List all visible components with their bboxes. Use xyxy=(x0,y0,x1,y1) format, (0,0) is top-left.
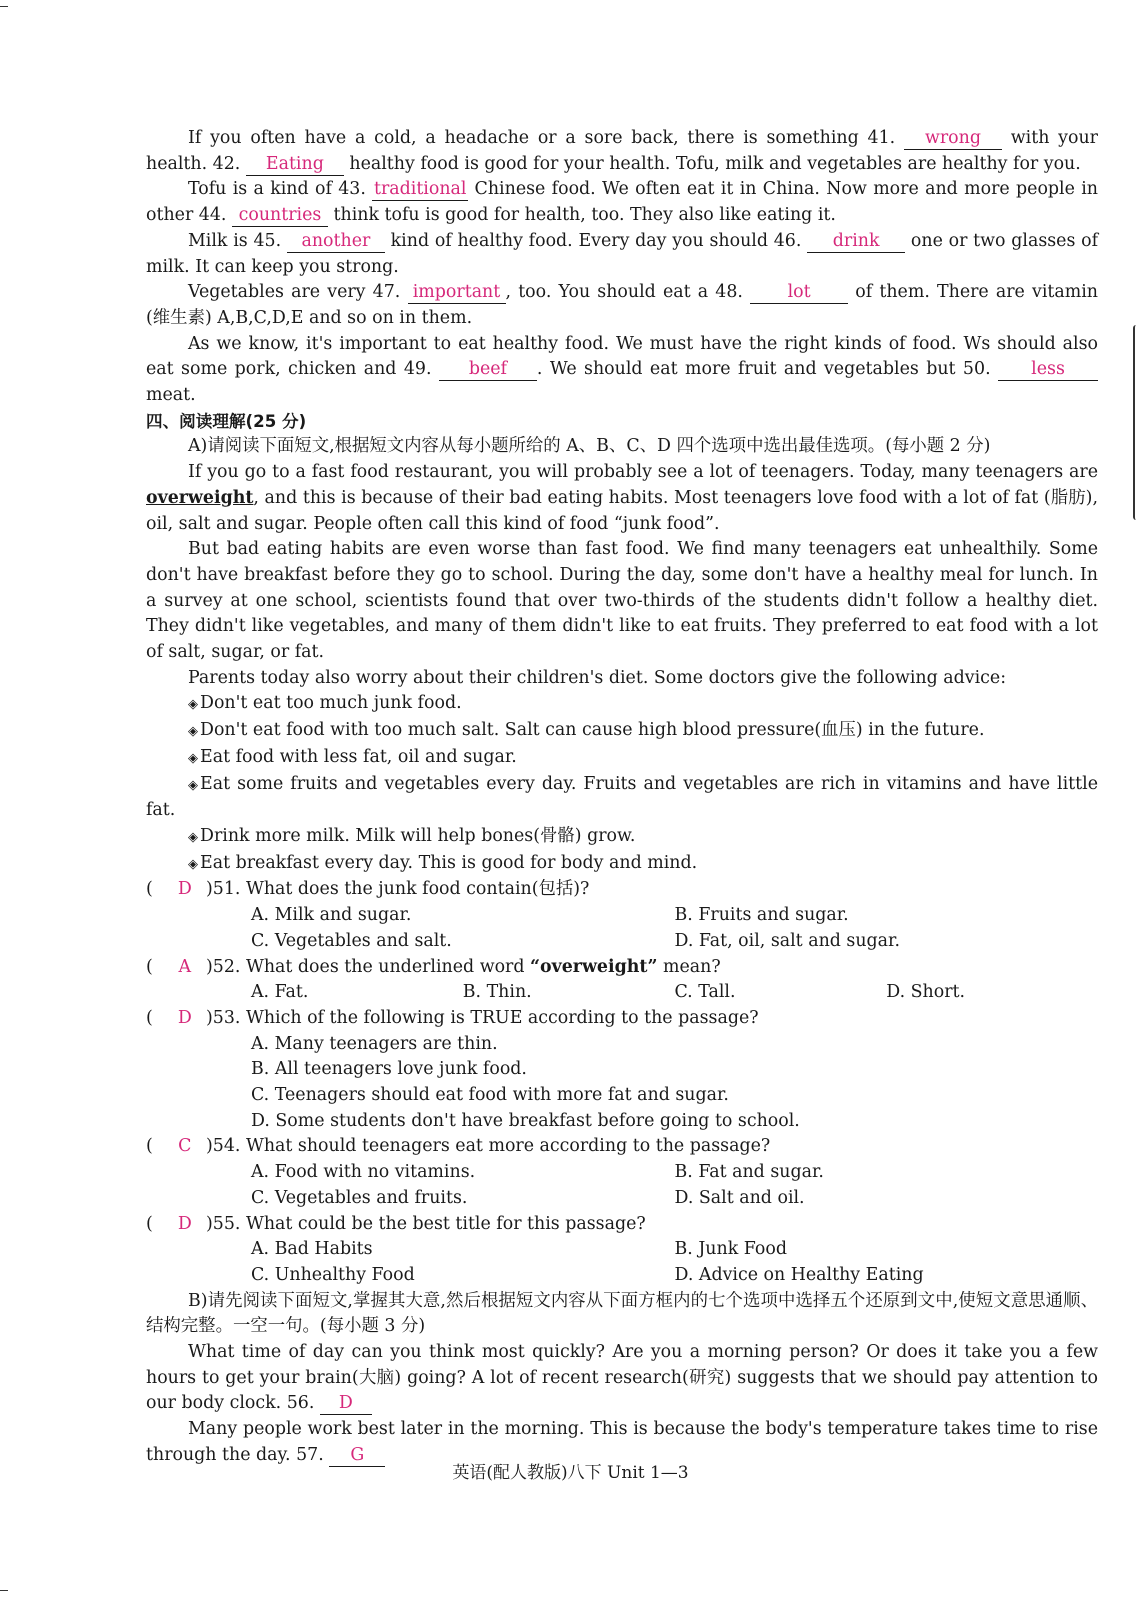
answer-52: A xyxy=(178,956,192,977)
question-53: ( D )53. Which of the following is TRUE according to the passage? xyxy=(146,1006,1098,1032)
cloze-paragraph-3: Milk is 45. another kind of healthy food. Every day you should 46. drink one or two glasses of milk. It can keep you strong. xyxy=(146,230,1099,277)
option-53-b: B. All teenagers love junk food. xyxy=(251,1059,527,1080)
answer-55: D xyxy=(177,1213,192,1234)
option-53-a: A. Many teenagers are thin. xyxy=(251,1033,498,1054)
advice-item: ◈ Don't eat too much junk food. xyxy=(188,693,462,714)
advice-item: ◈ Eat breakfast every day. This is good for body and mind. xyxy=(188,852,698,873)
bullet-icon: ◈ xyxy=(188,829,198,845)
reading-a-paragraph-1: If you go to a fast food restaurant, you will probably see a lot of teenagers. Today, many teenagers are overweight, and this is because of their bad eating habits. Most teenagers love food with a lot of fat (脂肪), oil, salt and sugar. People often call this kind of food “junk food”. xyxy=(146,462,1098,534)
answer-blank-48: lot xyxy=(750,282,848,304)
options-51-row-2: C. Vegetables and salt. D. Fat, oil, salt and sugar. xyxy=(251,930,900,951)
options-51-row-1: A. Milk and sugar. B. Fruits and sugar. xyxy=(251,905,849,926)
bullet-icon: ◈ xyxy=(188,697,198,713)
answer-blank-41: wrong xyxy=(904,128,1002,150)
section-heading-reading: 四、阅读理解(25 分) xyxy=(146,411,307,431)
advice-item: ◈ Eat some fruits and vegetables every day. Fruits and vegetables are rich in vitamins and have little fat. xyxy=(146,773,1098,821)
options-55-row-2: C. Unhealthy Food D. Advice on Healthy Eating xyxy=(251,1264,924,1285)
options-54-row-1: A. Food with no vitamins. B. Fat and sugar. xyxy=(251,1162,824,1183)
answer-blank-49: beef xyxy=(439,359,537,381)
reading-a-paragraph-2: But bad eating habits are even worse than fast food. We find many teenagers eat unhealthily. Some don't have breakfast before they go to school. During the day, some don't have a healthy meal for lunch. In a survey at one school, scientists found that over two-thirds of the students didn't follow a healthy diet. They didn't like vegetables, and many of them didn't like to eat fruits. They preferred to eat food with a lot of salt, sugar, or fat. xyxy=(146,539,1098,663)
question-52: ( A )52. What does the underlined word “overweight” mean? xyxy=(146,955,1098,981)
answer-blank-47: important xyxy=(408,282,506,304)
answer-blank-46: drink xyxy=(807,231,905,253)
answer-blank-42: Eating xyxy=(246,154,344,176)
option-53-c: C. Teenagers should eat food with more fat and sugar. xyxy=(251,1085,729,1106)
options-54-row-2: C. Vegetables and fruits. D. Salt and oil. xyxy=(251,1187,805,1208)
reading-b-paragraph-2: Many people work best later in the morning. This is because the body's temperature takes time to rise through the day. 57. G xyxy=(146,1419,1098,1465)
answer-54: C xyxy=(178,1136,192,1157)
answer-blank-44: countries xyxy=(232,205,328,227)
page-footer: 英语(配人教版)八下 Unit 1—3 xyxy=(452,1463,689,1483)
option-53-d: D. Some students don't have breakfast before going to school. xyxy=(251,1110,800,1131)
cloze-paragraph-5: As we know, it's important to eat healthy food. We must have the right kinds of food. Ws should also eat some pork, chicken and 49. beef . We should eat more fruit and vegetables but 50. less meat. xyxy=(146,333,1098,406)
bullet-icon: ◈ xyxy=(188,724,198,740)
advice-item: ◈ Drink more milk. Milk will help bones(骨骼) grow. xyxy=(188,825,636,846)
reading-b-paragraph-1: What time of day can you think most quickly? Are you a morning person? Or does it take you a few hours to get your brain(大脑) going? A lot of recent research(研究) suggests that we should pay attention to our body clock. 56. D xyxy=(146,1342,1098,1414)
cloze-paragraph-2: Tofu is a kind of 43. traditional Chinese food. We often eat it in China. Now more and more people in other 44. countries think tofu is good for health, too. They also like eating it. xyxy=(146,179,1098,226)
options-52: A. Fat. B. Thin. C. Tall. D. Short. xyxy=(251,982,966,1003)
question-55: ( D )55. What could be the best title for this passage? xyxy=(146,1212,1098,1238)
answer-blank-45: another xyxy=(287,231,385,253)
advice-item: ◈ Don't eat food with too much salt. Salt can cause high blood pressure(血压) in the future. xyxy=(188,720,985,741)
bullet-icon: ◈ xyxy=(188,777,198,793)
bullet-icon: ◈ xyxy=(188,856,198,872)
underlined-word: overweight xyxy=(146,487,254,508)
binding-edge-mark xyxy=(1133,325,1139,520)
worksheet-content xyxy=(146,126,1098,1469)
advice-item: ◈ Eat food with less fat, oil and sugar. xyxy=(188,746,517,767)
answer-blank-57: G xyxy=(329,1445,385,1467)
answer-51: D xyxy=(177,879,192,900)
cloze-paragraph-4: Vegetables are very 47. important , too. You should eat a 48. lot of them. There are vitamin (维生素) A,B,C,D,E and so on in them. xyxy=(146,282,1099,328)
crop-mark-bottom-left xyxy=(0,1590,8,1591)
reading-b-instructions: B)请先阅读下面短文,掌握其大意,然后根据短文内容从下面方框内的七个选项中选择五个还原到文中,使短文意思通顺、结构完整。一空一句。(每小题 3 分) xyxy=(146,1290,1098,1337)
answer-blank-50: less xyxy=(998,359,1098,381)
options-55-row-1: A. Bad Habits B. Junk Food xyxy=(251,1239,787,1260)
reading-a-paragraph-3: Parents today also worry about their children's diet. Some doctors give the following advice: xyxy=(188,667,1007,688)
question-54: ( C )54. What should teenagers eat more according to the passage? xyxy=(146,1134,1098,1160)
reading-a-instructions: A)请阅读下面短文,根据短文内容从每小题所给的 A、B、C、D 四个选项中选出最佳选项。(每小题 2 分) xyxy=(188,436,991,457)
question-51: ( D )51. What does the junk food contain(包括)? xyxy=(146,877,1098,903)
bullet-icon: ◈ xyxy=(188,750,198,766)
answer-blank-43: traditional xyxy=(373,179,467,200)
cloze-paragraph-1: If you often have a cold, a headache or a sore back, there is something 41. wrong with your health. 42. Eating healthy food is good for your health. Tofu, milk and vegetables are healthy for you. xyxy=(146,128,1098,174)
answer-blank-56: D xyxy=(320,1393,372,1415)
crop-mark-top-left xyxy=(0,6,8,7)
answer-53: D xyxy=(177,1007,192,1028)
